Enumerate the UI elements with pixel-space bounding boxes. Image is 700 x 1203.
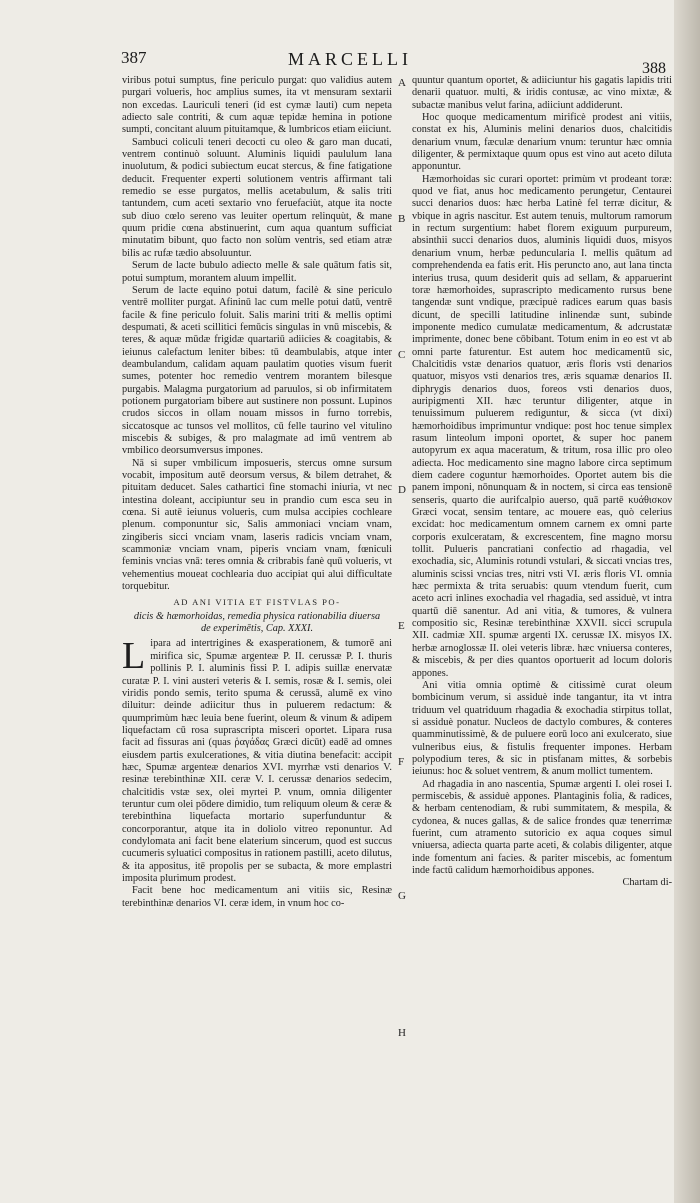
right-catchword: Chartam di- [622,877,672,889]
margin-letter-g: G [398,890,406,902]
right-paragraph: Ad rhagadia in ano nascentia, Spumæ argenti I. olei rosei I. permiscebis, & assiduè appones. Plantaginis folia, & radices, & herbam centenodiam, & rubi summitatem, & mespila, & cydonea, & nuces gallas, & de salice frondes quæ tenerrimæ fuerint, cum atramento sutoricio ex aqua coques simul vniuersa, adiecta quarta parte aceti, & colabis diligenter, atque inde fomentum ani facies. & pariter miscebis, ac fomentum inde factū calidum hæmorhoidibus appones. [412,778,672,876]
chapter-first-paragraph-text: ipara ad intertrigines & exasperationem, & tumorē ani mirifica sic, Spumæ argenteæ P. II. cerussæ P. I. thuris pollinis P. I. aluminis fissi P. I. adipis suillæ enervatæ curatæ P. I. vini austeri veteris & I. semis, rosæ & I. semis, olei viridis pondo semis, terito spuma & cerussā, alumē ex vino diluitur: deinde adiicitur thus in puluerem redactum: & quumprimùm hæc leuia bene fuerint, oleum & vinum & adipem liquefactam cū rosa suprascripta misceri oportet. Lipara rusa facit ad fissuras ani (quas ῥαγάδας Græci dicūt) eadē ad omnes eiusdem partis exulcerationes, & vitia diutina benefacit: accipit hæc, Spumæ argenteæ denarios XVI. myrrhæ vsti denarios V. resinæ terebinthinæ XII. ceræ V. I. cerussæ denarios sedecim, chalcitidis vstæ sex, olei myrtei P. vnum, omnia diligenter teruntur cum olei pōdere dimidio, tum reliquum oleum & ceræ & terebinthina liquefacta mortario superfunduntur & concorporantur, atque ita in doliolo vitreo reponuntur. Ad condylomata ani facit bene elaterium sincerum, quod est succus cucumeris syluatici compositus in rationem pastilli, aceto dilutus, & ita appositus, itē propolis per se subacta, & more emplastri imposita plurimum prodest. [122,638,392,884]
margin-letter-h: H [398,1027,406,1039]
margin-letter-d: D [398,484,406,496]
margin-letter-f: F [398,756,405,768]
margin-letter-e: E [398,620,405,632]
chapter-heading: AD ANI VITIA ET FISTVLAS PO- [173,597,341,608]
page-gutter [674,0,700,1203]
margin-letter-a: A [398,77,406,89]
left-paragraph: Serum de lacte bubulo adiecto melle & sale quātum fatis sit, potui sumptum, morantem aluum impellit. [122,260,392,284]
margin-letter-c: C [398,349,406,361]
right-paragraph: Ani vitia omnia optimè & citissimè curat oleum bombicinum verum, si assiduè inde tangantur, ita vt intra triduum vel quatriduum rhagadia & exochadia stirpitus tollat, si assiduè ponatur. Nucleos de dactylo combures, & conteres quamminutissimè, & de puluere eorū loco ani exulcerato, siue vulneribus eius, & fistulis frequenter impones. Herbam polypodium teres, & sic in ptisfanam mittes, & sorbebis ieiunus: hoc & soluet ventrem, & anum mollict tumentem. [412,679,672,778]
right-text-column [412,75,672,890]
margin-letter-b: B [398,213,406,225]
chapter-subheading: dicis & hæmorhoidas, remedia physica rationabilia diuersa de experimētis, Cap. XXXI. [133,610,381,635]
page-number-right: 388 [642,60,666,77]
right-paragraph: Hoc quoque medicamentum mirificè prodest ani vitiis, constat ex his, Aluminis melini denarios duos, chalcitidis denarium vnum, fæculæ denarium vnum: teruntur hæc omnia diligenter, & permixtaque quum opus est vino aut aceto diluta apponuntur. [412,112,672,173]
left-paragraph: Serum de lacte equino potui datum, facilè & sine periculo ventrē molliter purgat. Afininū lac cum melle potui datū, ventrē facile & fine periculo foluit. Salis marini triti & mellis optimi despumati, & aceti scillitici femūcis singulas in vnū miscebis, & teres, & aquæ mūdæ frigidæ quartariū adiicies & coagitabis, & ieiunus calefactum leniter bibes: tū deambulabis, atque inter deambulandum, calidam aquam paulatim quoties visum fuerit sumes, potenter hoc remedio ventrem morantem bilesque purgabis. Malagma purgatorium ad paruulos, si ob infirmitatem potionem purgatoriam bibere aut sustinere non possunt. Lupinos crudos siccos in ollam nouam missos in furno torrebis, siccatosque ac tunsos vel mollitos, cū felle taurino vel vitulino miscebis & subiges, & pro malagmate ad imū ventrem ab vmbilico deorsumversus impones. [122,284,392,457]
left-text-column [122,75,392,910]
chapter-first-paragraph [122,635,392,885]
left-paragraph: viribus potui sumptus, fine periculo purgat: quo validius autem purgari volueris, hoc amplius sumes, ita vt mensuram sextarii non excedas. Lauriculi teneri (id est cymæ lauti) cum nepeta adiecto sale contriti, & cum aquæ tepidæ hemina in potione sumpti, concitant aluum pituitamque, & lumbricos etiam eiiciunt. [122,75,392,136]
page-number-left: 387 [121,48,147,67]
left-paragraph: Facit bene hoc medicamentum ani vitiis sic, Resinæ terebinthinæ denarios VI. ceræ idem, in vnum hoc co- [122,885,392,909]
right-paragraph: quuntur quantum oportet, & adiiciuntur his gagatis lapidis triti denarii quatuor. multi, & iridis contusæ, ac vino mixtæ, & subactæ manibus velut farina, adiiciunt addiderunt. [412,75,672,111]
left-paragraph: Nā si super vmbilicum imposueris, stercus omne sursum vocabit, impositum autē deorsum versus, & bilem detrahet, & pituitam deducet. Sales cathartici fine stomachi iniuria, vt nec intestina doleant, accipiuntur seu in prandio cum esca seu in cœna. Si autē ieiunus volueris, cum mulsa accipies cochleare plenum. componuntur sic, Salis ammoniaci vnciam vnam, zingiberis sicci vnciam vnam, laseris radicis vnciam vnam, scammoniæ vnciam vnam, piperis vnciam vnam, fœniculi feminis vncias vnā: teres omnia & cribrabis fanè quū volueris, vt vehementius moueat cochlearia duo accipiat qui alui difficultate torquebitur. [122,457,392,593]
running-head: MARCELLI [288,49,412,69]
drop-capital: L [122,635,146,678]
right-paragraph: Hæmorhoidas sic curari oportet: primùm vt prodeant toræ: quod ve fiat, anus hoc medicamento perungetur, Centaurei succi denarios duos: hæc herba Latinè fel terræ dicitur, & vbique in agris nascitur. Est autem tenuis, multorum ramorum in rectum surgentium: habet florem exiguum purpureum, absinthii succi denarios duos, aluminis liquidi duos, misyos denarium vnum, herbæ peduncularia I. mellis quātum ad comprehendenda ea fatis erit. His peruncto ano, aut lana tincta interius trusa, quum desiderit quis ad sellam, & apparuerint toræ hæmorhoides, suprascripto medicamento rursus bene tangendæ sunt vndique, præcipuè radices earum quas basis dicunt, de specilli latitudine inlinendæ sunt, subinde imponente medico cumulatæ medicamentum, & adcrustatæ imprimente, donec bene cōbibant. Totum enim in eo est vt ab omni parte faturentur. Est autem hoc medicamentū sic, Chalcitidis vstæ denarios quatuor, æris floris vsti denarios quatuor, misyos vsti denarios tres, æris squamæ denarios II. diphrygis denarios duos, foreos vsti denarios duos, auripigmenti XII. hæc teruntur diligenter, atque in tenuissimum puluerem rediguntur, & sicca (vt dixi) hæmorhoidibus imprimuntur vndique: post hoc tenue simplex rasum linteolum imponi oportet, & super hoc panem autopyrum ex aqua maceratum, & tritum, rosa illic pro oleo adiecta. Hoc medicamento sine magno labore circa septimum diem cadere coguntur hæmorhoides. Oportet autem bis die panem imponi, nōnunquam & in noctem, si circa eas tensionē senseris, quarto die aurifcalpio auerso, quā partē κυάθισκον Græci vocat, sensim tentare, ac mouere eas, quò celerius excidat: hoc medicamentum omnem carnem ex omni parte corporis exulceratam, & excrescentem, fine magno morsu tollit. Pulueris pancratiani confectio ad rhagadia, vel exochadia, sic, Aluminis rotundi vstulari, & siccati vncias tres, aluminis scissi vncias tres, nitri vsti VI. æris floris VI. omnia hæc permixta & trita seruabis: quum vtendum fuerit, cum aceto acri inlines exochadia vel rhagadia, sed assiduè, vt intra quartū diē sanentur. Ad ani vitia, & tumores, & vulnera compositio sic, Resinæ terebinthinæ XXVII. sicci scrupula XII. cadmiæ XII. spumæ argenti IX. cerussæ IX. misyos IX. herbæ arnoglossæ II. olei veteris libræ. hæc vniuersa conteres, & miscebis, & per dies quantos oportuerit ad locum doloris appones. [412,173,672,679]
left-paragraph: Sambuci coliculi teneri decocti cu oleo & garo man ducati, ventrem continuò soluunt. Aluminis liquidi paululum lana inuolutum, & podici subiectum eucat stercus, & fine fatigatione deducit. Frequenter experti solutionem ventris affirmant tali remedio se esse purgatos, mellis acetabulum, & salis triti tantundem, cum aceti sextario vno feruefaciùt, atque ita nocte sub diuo cœlo sereno vas leuiter opertum relinquùt, & mane quum pridie cœna abstinuerint, cum aqua quantum sufficiat minutatim bibunt, quo facto non solùm ventris, sed etiam atræ bilis ac rufæ tædio absoluuntur. [122,136,392,259]
